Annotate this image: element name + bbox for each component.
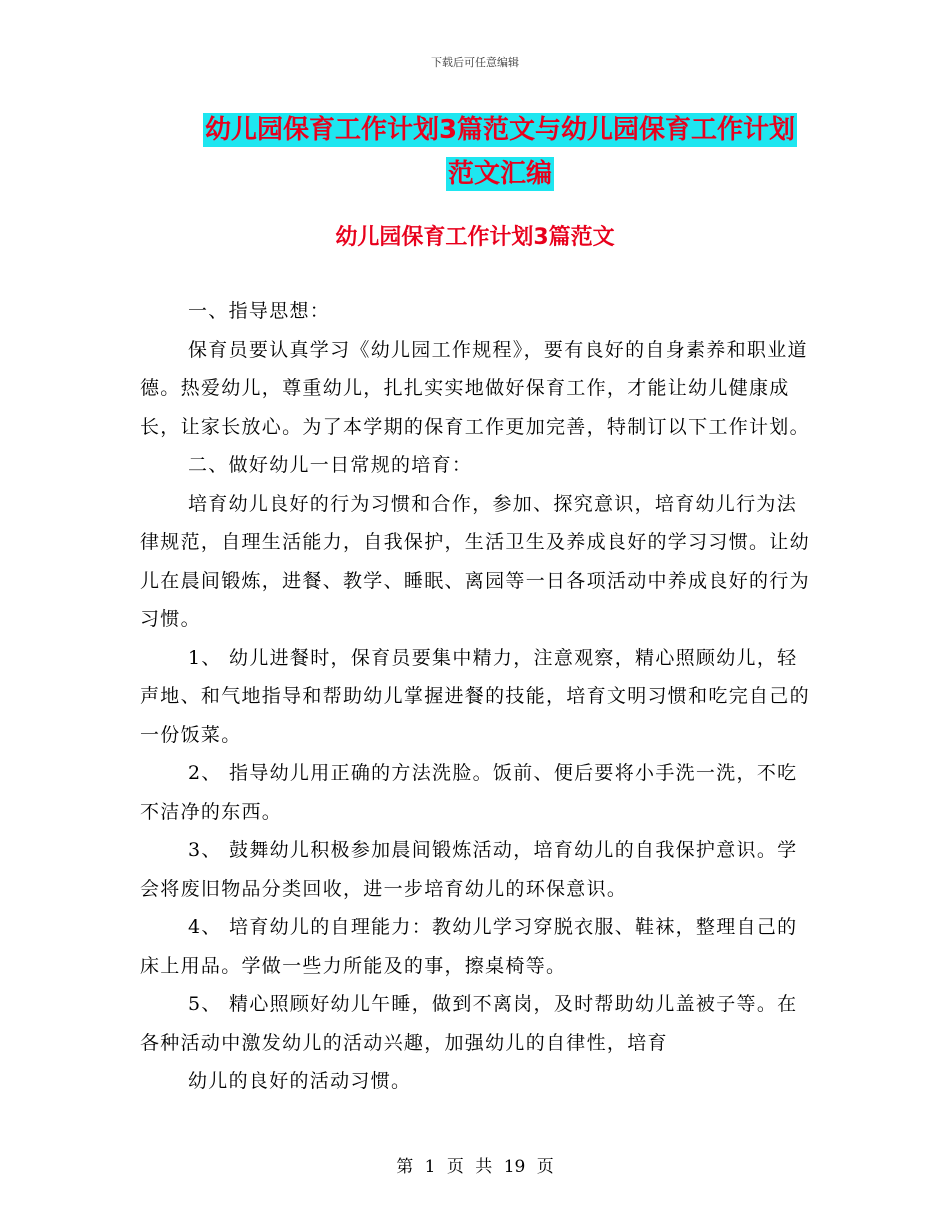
list-item-4: 4、 培育幼儿的自理能力：教幼儿学习穿脱衣服、鞋袜，整理自己的床上用品。学做一些力所能及的事，擦桌椅等。 [140,916,798,977]
document-title-line-2: 范文汇编 [447,159,552,189]
document-title [150,108,850,196]
paragraph: 培育幼儿良好的行为习惯和合作，参加、探究意识，培育幼儿行为法律规范，自理生活能力，自我保护，生活卫生及养成良好的学习习惯。让幼儿在晨间锻炼，进餐、教学、睡眠、离园等一日各项活动中养成良好的行为习惯。 [140,492,810,630]
section-title: 幼儿园保育工作计划3篇范文 [335,225,615,250]
header-note: 下载后可任意编辑 [431,56,519,69]
list-item-1: 1、 幼儿进餐时，保育员要集中精力，注意观察，精心照顾幼儿，轻声地、和气地指导和帮助幼儿掌握进餐的技能，培育文明习惯和吃完自己的一份饭菜。 [140,646,810,746]
paragraph-continuation: 幼儿的良好的活动习惯。 [188,1070,412,1092]
list-item-2: 2、 指导幼儿用正确的方法洗脸。饭前、便后要将小手洗一洗，不吃不洁净的东西。 [140,762,798,823]
document-body [140,292,812,1101]
list-item-3: 3、 鼓舞幼儿积极参加晨间锻炼活动，培育幼儿的自我保护意识。学会将废旧物品分类回收，进一步培育幼儿的环保意识。 [140,839,798,900]
list-item-5: 5、 精心照顾好幼儿午睡，做到不离岗，及时帮助幼儿盖被子等。在各种活动中激发幼儿的活动兴趣，加强幼儿的自律性，培育 [140,993,798,1054]
page-number: 第 1 页 共 19 页 [396,1157,554,1177]
document-title-line-1: 幼儿园保育工作计划3篇范文与幼儿园保育工作计划 [204,115,796,145]
heading-guiding-thought: 一、指导思想： [188,300,331,322]
heading-daily-routine: 二、做好幼儿一日常规的培育： [188,454,473,476]
paragraph: 保育员要认真学习《幼儿园工作规程》，要有良好的自身素养和职业道德。热爱幼儿，尊重幼儿，扎扎实实地做好保育工作，才能让幼儿健康成长，让家长放心。为了本学期的保育工作更加完善，特制订以下工作计划。 [140,338,810,438]
